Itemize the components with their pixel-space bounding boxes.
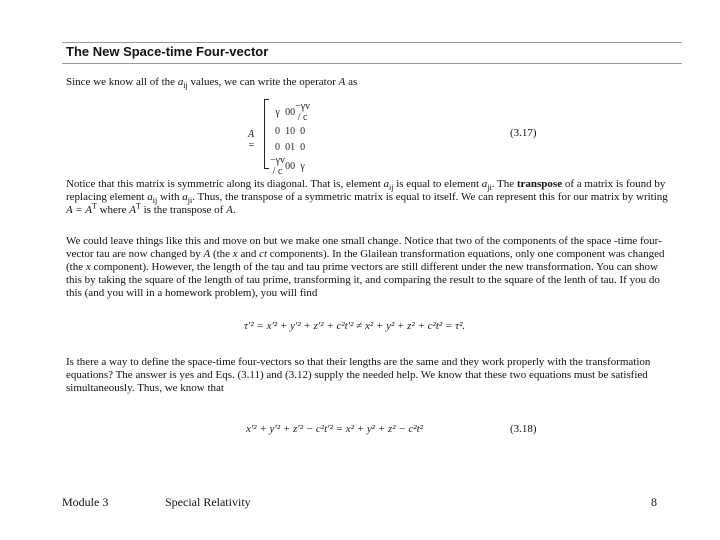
equation-number-3-17: (3.17) [510, 127, 537, 139]
text: where [96, 204, 130, 216]
symbol-a: a [481, 178, 488, 190]
footer-module: Module 3 [62, 495, 109, 509]
matrix-table [270, 101, 310, 177]
matrix-cell: 0 [285, 106, 291, 118]
text: Since we know all of the [66, 76, 178, 88]
symbol-a: a [383, 178, 390, 190]
header-bottom-rule [62, 63, 682, 64]
footer-page-number: 8 [651, 495, 657, 509]
subscript: ij [389, 183, 394, 193]
text: . Thus, the transpose of a symmetric matrix is equal to itself. We can represent this for our matrix by writing [192, 191, 668, 203]
text: as [345, 76, 358, 88]
text: We could leave things like this and move on but we make one small change. Notice that two of the components of the space -time four-vector tau are now changed by [66, 235, 662, 260]
paragraph-four-vectors [66, 356, 676, 395]
symbol-a: a [177, 76, 184, 88]
matrix-cell: 0 [300, 141, 306, 153]
matrix-cell: γ [275, 106, 280, 118]
page-title: The New Space-time Four-vector [66, 44, 269, 59]
superscript: T [91, 201, 97, 211]
paragraph-symmetric [66, 178, 676, 217]
matrix-left-bracket [264, 99, 269, 169]
text: (the [210, 248, 233, 260]
paragraph-intro [66, 76, 676, 89]
symbol-x: x [232, 248, 238, 260]
paragraph-small-change [66, 235, 676, 300]
matrix-lhs: A = [248, 129, 255, 151]
text: . The [491, 178, 517, 190]
matrix-row [270, 139, 310, 155]
header-top-rule [62, 42, 682, 43]
matrix-cell: 0 [275, 125, 281, 137]
text: Is there a way to define the space-time four-vectors so that their lengths are the same and they work properly with the transformation equations? The answer is yes and Eqs. (3.11) and (3.12) supply the needed help. We know that these two equations must be satisfied simultaneously. Thus, we know that [66, 356, 651, 394]
symbol-A: A [338, 76, 346, 88]
matrix-cell: 0 [290, 125, 296, 137]
symbol-ct: ct [259, 248, 268, 260]
matrix-row [270, 155, 310, 177]
text: components). In the Glailean transformation equations, only one component was changed (the [66, 248, 665, 273]
matrix-cell: −γv / c [270, 155, 286, 177]
matrix-cell: 0 [290, 106, 296, 118]
matrix-cell: 0 [285, 141, 291, 153]
superscript: T [135, 201, 141, 211]
matrix-row [270, 101, 310, 123]
text: and [237, 248, 260, 260]
equation-invariant-interval: x′² + y′² + z′² − c²t′² = x² + y² + z² − c²t² [246, 423, 424, 435]
subscript: ji [187, 196, 193, 206]
matrix-row [270, 123, 310, 139]
footer-course: Special Relativity [165, 495, 251, 509]
matrix-cell: 1 [290, 141, 296, 153]
equation-number-3-18: (3.18) [510, 423, 537, 435]
text: Notice that this matrix is symmetric along its diagonal. That is, element [66, 178, 384, 190]
text: with [157, 191, 183, 203]
symbol-A: A [129, 204, 136, 216]
matrix-cell: 0 [290, 160, 296, 172]
matrix-cell: −γv / c [295, 101, 311, 123]
subscript: ij [183, 81, 188, 91]
text: of a matrix is found by replacing element [66, 178, 666, 203]
text: is the transpose of [140, 204, 227, 216]
symbol-A: A [226, 204, 233, 216]
text: values, we can write the operator [187, 76, 339, 88]
subscript: ji [487, 183, 492, 193]
symbol-a: a [147, 191, 153, 203]
matrix-cell: 0 [285, 160, 291, 172]
matrix-cell: 0 [275, 141, 281, 153]
text: . [232, 204, 236, 216]
matrix-cell: 0 [300, 125, 306, 137]
symbol-a: a [182, 191, 188, 203]
equation-tau-inequality: τ′² = x′² + y′² + z′² + c²t′² ≠ x² + y² + z² + c²t² = τ². [244, 320, 466, 332]
text: is equal to element [393, 178, 482, 190]
equation-inline: A = A [66, 204, 92, 216]
text: component). However, the length of the tau and tau prime vectors are still different under the new transformation. You can show this by taking the square of the length of tau prime, transforming it, and comparing the result to the square of the lenth of tau. If you do this (and you will in a homework problem), you will find [66, 261, 660, 299]
symbol-A: A [203, 248, 211, 260]
subscript: ij [152, 196, 158, 206]
bold-term-transpose: transpose [516, 178, 563, 190]
matrix-cell: γ [300, 160, 305, 172]
matrix-cell: 1 [285, 125, 291, 137]
symbol-x: x [85, 261, 91, 273]
